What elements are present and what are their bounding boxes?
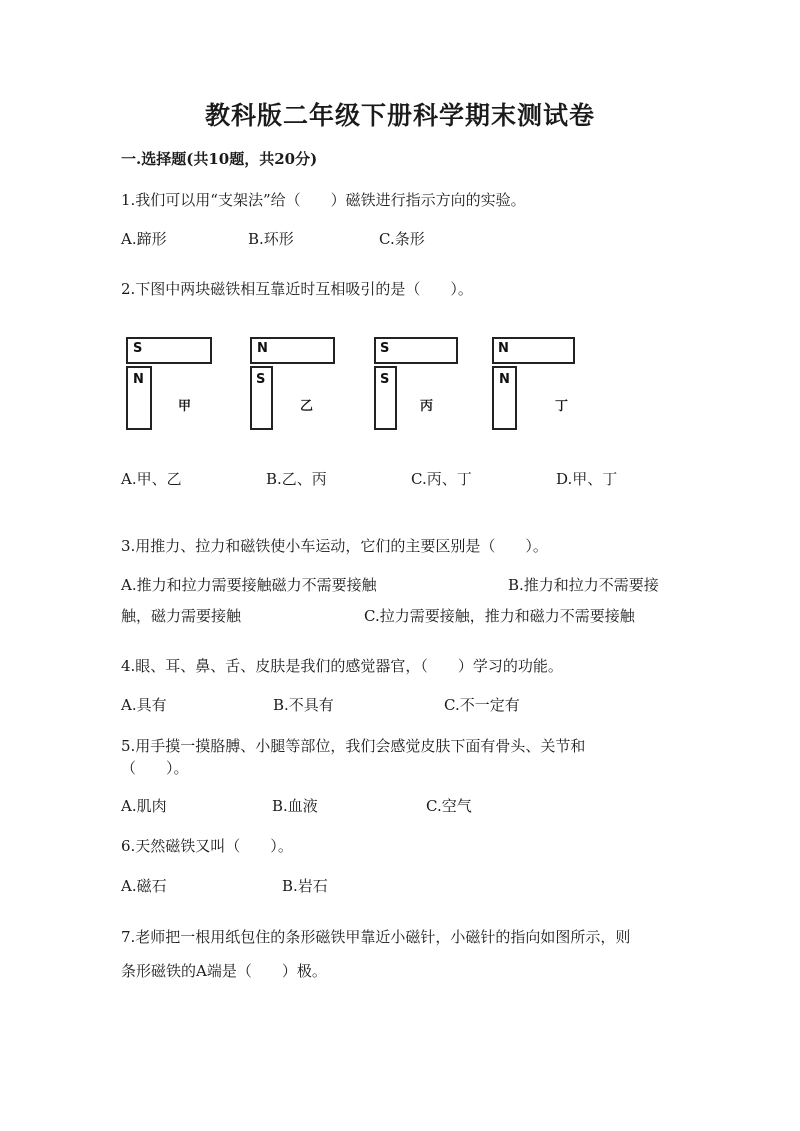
q1-option-c[interactable]: C.条形 xyxy=(379,230,425,248)
figure-label-jia: 甲 xyxy=(178,399,192,414)
q1-option-b[interactable]: B.环形 xyxy=(248,230,294,248)
pole-label: S xyxy=(133,341,143,356)
pole-label: N xyxy=(499,372,510,387)
q1-option-a[interactable]: A.蹄形 xyxy=(121,230,167,248)
q2-option-a[interactable]: A.甲、乙 xyxy=(121,470,182,488)
q3-option-a[interactable]: A.推力和拉力需要接触磁力不需要接触 xyxy=(121,576,377,594)
q3-option-b-line2[interactable]: 触，磁力需要接触 xyxy=(121,607,242,625)
q4-option-a[interactable]: A.具有 xyxy=(121,696,167,714)
question-3-text: 3.用推力、拉力和磁铁使小车运动，它们的主要区别是（ ）。 xyxy=(121,537,548,555)
question-7-text-line2: 条形磁铁的A端是（ ）极。 xyxy=(121,962,327,980)
q2-option-c[interactable]: C.丙、丁 xyxy=(411,470,472,488)
pole-label: N xyxy=(257,341,268,356)
question-1-text: 1.我们可以用“支架法”给（ ）磁铁进行指示方向的实验。 xyxy=(121,191,526,209)
pole-label: N xyxy=(498,341,509,356)
pole-label: S xyxy=(380,372,390,387)
pole-label: N xyxy=(133,372,144,387)
page-title: 教科版二年级下册科学期末测试卷 xyxy=(204,101,595,130)
question-2-text: 2.下图中两块磁铁相互靠近时互相吸引的是（ ）。 xyxy=(121,280,473,298)
q2-option-b[interactable]: B.乙、丙 xyxy=(266,470,327,488)
figure-label-ding: 丁 xyxy=(555,399,569,414)
q3-option-b-line1[interactable]: B.推力和拉力不需要接 xyxy=(508,576,659,594)
q5-option-b[interactable]: B.血液 xyxy=(272,797,318,815)
q6-option-b[interactable]: B.岩石 xyxy=(282,877,328,895)
question-7-text-line1: 7.老师把一根用纸包住的条形磁铁甲靠近小磁针，小磁针的指向如图所示，则 xyxy=(121,928,631,946)
q3-option-c[interactable]: C.拉力需要接触，推力和磁力不需要接触 xyxy=(364,607,635,625)
q5-option-a[interactable]: A.肌肉 xyxy=(121,797,167,815)
figure-label-bing: 丙 xyxy=(420,399,434,414)
figure-label-yi: 乙 xyxy=(300,399,314,414)
question-5-text-line1: 5.用手摸一摸胳膊、小腿等部位，我们会感觉皮肤下面有骨头、关节和 xyxy=(121,737,586,755)
question-4-text: 4.眼、耳、鼻、舌、皮肤是我们的感觉器官，（ ）学习的功能。 xyxy=(121,657,563,675)
pole-label: S xyxy=(380,341,390,356)
q4-option-c[interactable]: C.不一定有 xyxy=(444,696,520,714)
magnet-diagram xyxy=(126,337,586,437)
q4-option-b[interactable]: B.不具有 xyxy=(273,696,334,714)
question-6-text: 6.天然磁铁又叫（ ）。 xyxy=(121,837,293,855)
q5-option-c[interactable]: C.空气 xyxy=(426,797,472,815)
section-heading: 一.选择题(共10题，共20分) xyxy=(121,150,318,168)
question-5-text-line2: （ ）。 xyxy=(121,759,189,777)
q2-option-d[interactable]: D.甲、丁 xyxy=(556,470,618,488)
q6-option-a[interactable]: A.磁石 xyxy=(121,877,167,895)
pole-label: S xyxy=(256,372,266,387)
